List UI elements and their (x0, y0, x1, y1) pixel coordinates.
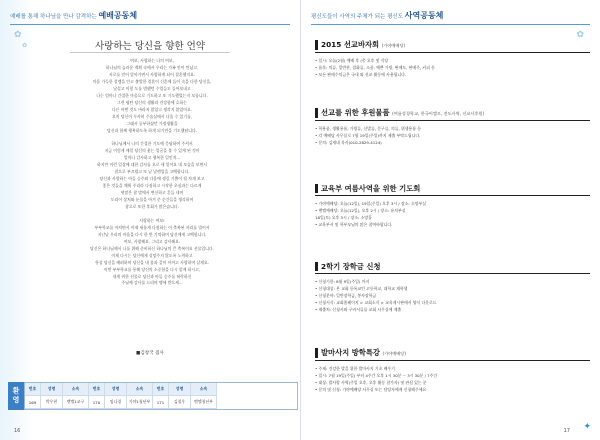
poem-line: 부부학교를 마치면서 이제 새롭게 다짐하는 이 축복된 자리를 빌어서 (94, 224, 210, 230)
notice-title (315, 184, 590, 193)
right-page-header (311, 10, 590, 22)
notice-section (315, 40, 590, 78)
notice-line: • 일시: 오늘(2월) 예배 후 (총 오후 및 식당 (315, 58, 389, 63)
welcome-grid (24, 382, 298, 410)
left-header-rule (10, 24, 290, 25)
poem-line: 항상 당신을 배려하며 당신을 내 몸과 같이 아끼고 사랑하며 살게요. (95, 259, 209, 265)
notice-line: • 교육부서 및 학부모님의 많은 참여바랍니다. (315, 222, 393, 227)
poem-line: 주님께 감사를 드리며 맹세 받으세... (121, 280, 183, 286)
notice-section (315, 262, 590, 313)
notice-line: • 품목: 의류, 밑반찬, 잡화류, 소품, 예쁜 가방, 판매도, 판매주, 커피 등 (315, 65, 435, 70)
notice-line: • 주제: 건강한 발을 위한 발마사지 기초 배우기 (315, 366, 395, 371)
poem-line: 당신은 하나님께서 나를 위해 준비하신 하나님의 큰 축복이요 선물입니다. (90, 245, 214, 251)
welcome-cell: 170 (89, 396, 105, 409)
right-header-rule (311, 24, 590, 25)
poem-line: 하지만 이런 일상에 대한 감사를 오로 새 잊어요 내 모습을 보면서 (96, 162, 208, 168)
notice-line: • 문의 및 신청: 가야예배당 사무실 또는 담당자에게 신청해주세요 (315, 387, 427, 392)
poem-line: 오직 당신이 무사히 수술실에서 나올 수 있기를, (111, 113, 193, 119)
notice-title-text: 교육부 여름사역을 위한 기도회 (321, 184, 421, 193)
notice-line: • 모든 판매수익금은 국내 외 선교 활동에 사용됩니다. (315, 72, 407, 77)
notice-line: • 신청대상: 본 교회 등록교인 고등학교, 대학교 재학생 (315, 286, 408, 291)
welcome-header-cell: 성명 (105, 383, 127, 396)
poem-line: 참으로 또한 후회가 많은습니다. (125, 204, 179, 209)
welcome-cell: 임나경 (105, 396, 127, 409)
notice-line: • 대상: 발사랑 사역(주일 오후, 오후 활동 참가자) 및 관심 있는 분 (315, 380, 427, 385)
notice-section (315, 184, 590, 228)
welcome-header-cell: 번호 (89, 383, 105, 396)
notice-title-text: 2015 선교바자회 (321, 40, 380, 49)
poem-author: ■김창국 집사 (136, 351, 164, 356)
poem-line: 연말은 참 말에서 변신하고 흔들 내며 (120, 190, 184, 196)
welcome-label-char: 영 (12, 396, 20, 404)
right-header-title: 사역공동체 (404, 11, 444, 20)
notice-title (315, 348, 590, 358)
poem-line: 내게 귀한 선물로 당신과 아들 승주를 허락하신 (112, 273, 192, 279)
poem-line: 하나님의 놀라운 계획 속에서 우리는 가족 안이 만났고, (105, 64, 199, 70)
welcome-header-cell: 성명 (41, 383, 63, 396)
notice-title-text: 2학기 장학금 신청 (321, 262, 381, 271)
poem-line: 지난날 우리의 마음을 다시 한 번 기억하며 당신에게 고백합니다. (97, 231, 207, 237)
welcome-header-cell: 소속 (191, 383, 217, 396)
poem-line: 사랑하는 여보! (139, 217, 165, 223)
poem-line: 당신과 사랑하는 아들 승주와 다음에 생길 기쁨이 될 차게 보고 (99, 176, 205, 182)
poem-line: 얼마나 감사하고 행복한 일인지... (123, 155, 181, 161)
poem-title: 사랑하는 당신을 향한 언약 (94, 41, 205, 52)
notice-line: • 신청분야: 일반장학금, 봉사장학금 (315, 293, 377, 298)
poem-line: 여보, 사랑해요, 그리고 감사해요. (123, 238, 181, 244)
poem-line: 다른 어떤 것도 바라지 않았고 생각지 않았어요. (111, 106, 193, 112)
flower-decoration-icon: ✿ (576, 30, 584, 40)
poem-line: 나는 엄마나 간절한 마음으로 기도하고 또 기도했었는지 모릅니다. (96, 92, 208, 98)
notice-title-tag: (가야예배당) (381, 43, 406, 48)
poem-line: 서로를 믿어 알아가면서 사랑하게 되어 결혼했지요. (108, 71, 196, 77)
poem-line: 이번 부부학교를 통해 당신의 소중함을 다시 알게 하시고, (103, 266, 201, 272)
notice-line: • 각 예배당 사무실로 7월 19일(주일)까지 제출 부탁드립니다. (315, 133, 421, 138)
notice-line: • 문의: 김재네 목사(010-2829-4124) (315, 140, 382, 145)
notice-section (315, 348, 590, 393)
poem-line: 이제 다시는 당신에게 실망주지 않도록 노력하고 (111, 252, 193, 258)
page-number: 16 (14, 428, 21, 434)
notice-title (315, 108, 590, 118)
flower-decoration-icon: ✿ (22, 42, 28, 49)
welcome-header-cell: 소속 (127, 383, 153, 396)
notice-title-rule (315, 360, 590, 361)
left-page-header (10, 10, 290, 22)
flower-decoration-icon: ✿ (14, 30, 22, 40)
notice-line: • 가야예배당: 오늘(12일), 19일(주일) 오후 3시 / 장소: 소망부실 (315, 201, 426, 206)
welcome-header-cell: 번호 (25, 383, 41, 396)
poem-line: 마음 가득한 설렘을 안고 출발한 결혼이 신혼에 들어 속을 다한 당신을, (92, 78, 212, 84)
notice-title-rule (315, 273, 590, 274)
notice-section (315, 108, 590, 146)
welcome-label-char: 환 (12, 387, 20, 395)
page-number: 17 (563, 428, 570, 434)
poem-body (40, 58, 264, 287)
poem-line: 그런 평탄 당신의 생활과 건강함에 호하는 (116, 99, 188, 105)
notice-line: • 제출처: 신청서와 구비서류를 교회 사무실에 제출 (315, 307, 402, 312)
poem-stanza-gap (40, 211, 264, 218)
welcome-table (8, 382, 298, 410)
notice-line: • 일시: 7월 19일(주일) 부터 4주간 오후 1시 30분 ~ 3시 30분 / 7주간 (315, 373, 438, 378)
poem-line: 좋은 것들을 채워 주리라 다짐하고 시작한 초심과는 다르게 (102, 183, 202, 189)
welcome-header-cell: 성명 (169, 383, 191, 396)
welcome-cell: 171 (153, 396, 169, 409)
notice-title-rule (315, 195, 590, 196)
welcome-cell: 김철우 (169, 396, 191, 409)
poem-line: 그래서 공부하셨던 가정생활을 (126, 120, 178, 126)
welcome-cell: 박우현 (41, 396, 63, 409)
notice-line: • 신청기한: 8월 9일(주일) 까지 (315, 279, 370, 284)
poem-line: 참으로 부끄럽고 또 낱 날렌입을 고백합니다. (114, 169, 190, 175)
welcome-cell: 169 (25, 396, 41, 409)
left-header-title: 예배공동체 (98, 11, 138, 20)
notice-title (315, 262, 590, 271)
notice-line: • 벧엘예배당: 오늘(12일), 오후 2시 / 장소: 유치부실 (315, 208, 406, 213)
left-header-prefix: 예배를 통해 하나님을 만나 감격하는 (10, 14, 97, 20)
right-header-prefix: 평신도들이 사역의 주체가 되는 평신도 (311, 14, 404, 20)
poem-line: 도리어 상처와 눈물을 아겨 준 순간들을 생각하며 (110, 197, 194, 203)
poem-line: 여보, 사랑하는 나의 여보, (130, 58, 174, 63)
right-page (300, 0, 600, 440)
notice-line: • 신청서식: 교회홈페이지 > 교회소식 > 교육게시판에서 양식 다운로드 (315, 300, 437, 305)
poem-line: 당신과 함께 행복하도록 하게 되기만을 기도했답니다. (106, 127, 198, 133)
welcome-cell: 벧엘1교구 (63, 396, 89, 409)
notice-title-text: 발마사지 방학특강 (321, 348, 380, 357)
welcome-header-cell: 소속 (63, 383, 89, 396)
welcome-header-cell: 번호 (153, 383, 169, 396)
notice-title-tag: (가야예배당) (382, 351, 406, 356)
notice-title-tag: (여름성경학교, 한국어캠프, 전도사역, 선교사후원) (392, 111, 485, 116)
welcome-cell: 벧엘청년부 (191, 396, 217, 409)
poem-stanza-gap (40, 134, 264, 141)
notice-line: • 학용품, 생활용품, 가방류, 신발류, 문구류, 의류, 위생용품 등 (315, 126, 422, 131)
notice-title (315, 40, 590, 50)
poem-line: 지금 이렇게 매일 당신의 웃는 얼굴을 볼 수 있게 된 것이 (104, 148, 200, 154)
dots-decoration-icon: ✦ (583, 422, 592, 432)
welcome-cell: 가야1청년부 (127, 396, 153, 409)
notice-title-rule (315, 52, 590, 53)
welcome-label (8, 382, 24, 410)
notice-title-text: 선교를 위한 후원물품 (321, 108, 390, 117)
poem-line: 하나님께서 나의 간절한 기도에 응답하여 주셔서 (111, 141, 193, 147)
notice-line: 18일(토) 오후 3시 / 장소: 소망홀 (315, 215, 372, 220)
notice-title-rule (315, 120, 590, 121)
poem-line: 낯설고 이렇 도를 범했던 수업들도 들어보내고 (113, 85, 191, 91)
poem-title-rule (70, 52, 230, 53)
